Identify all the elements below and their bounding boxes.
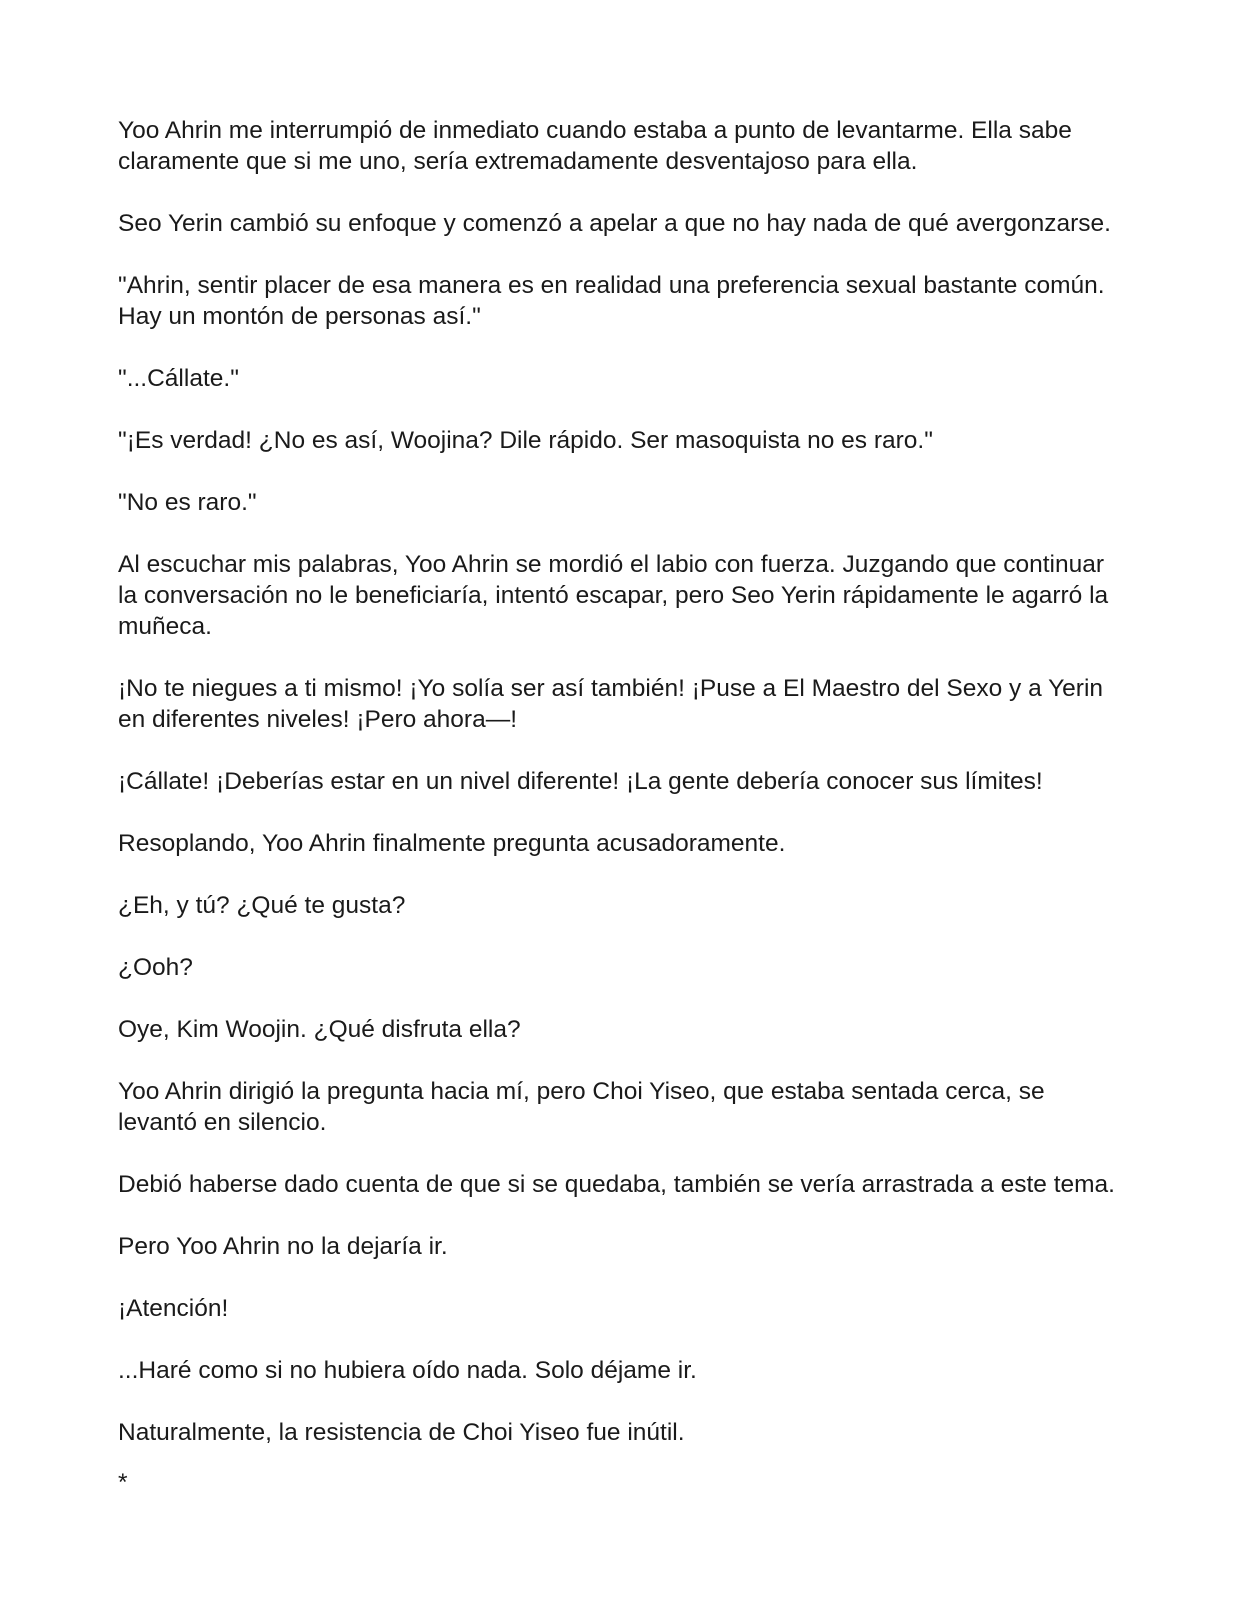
paragraph: Debió haberse dado cuenta de que si se quedaba, también se vería arrastrada a este tema. (118, 1171, 1115, 1198)
paragraph: ¿Ooh? (118, 954, 193, 981)
paragraph: Resoplando, Yoo Ahrin finalmente pregunta acusadoramente. (118, 830, 786, 857)
paragraph: "No es raro." (118, 489, 257, 516)
paragraph: Yoo Ahrin me interrumpió de inmediato cuando estaba a punto de levantarme. Ella sabe claramente que si me uno, sería extremadamente desventajoso para ella. (118, 117, 1072, 175)
paragraph: "¡Es verdad! ¿No es así, Woojina? Dile rápido. Ser masoquista no es raro." (118, 427, 933, 454)
paragraph: ¿Eh, y tú? ¿Qué te gusta? (118, 892, 406, 919)
paragraph: ...Haré como si no hubiera oído nada. Solo déjame ir. (118, 1357, 697, 1384)
paragraph: Yoo Ahrin dirigió la pregunta hacia mí, pero Choi Yiseo, que estaba sentada cerca, se levantó en silencio. (118, 1078, 1045, 1136)
document-body (118, 115, 1128, 1495)
paragraph: "Ahrin, sentir placer de esa manera es en realidad una preferencia sexual bastante común. Hay un montón de personas así." (118, 272, 1105, 330)
paragraph: Pero Yoo Ahrin no la dejaría ir. (118, 1233, 448, 1260)
section-separator: * (118, 1469, 128, 1496)
paragraph: ¡Atención! (118, 1295, 229, 1322)
paragraph: Al escuchar mis palabras, Yoo Ahrin se mordió el labio con fuerza. Juzgando que continuar la conversación no le beneficiaría, intentó escapar, pero Seo Yerin rápidamente le agarró la muñeca. (118, 551, 1109, 640)
paragraph: "...Cállate." (118, 365, 239, 392)
paragraph: Naturalmente, la resistencia de Choi Yiseo fue inútil. (118, 1419, 685, 1446)
paragraph: ¡Cállate! ¡Deberías estar en un nivel diferente! ¡La gente debería conocer sus límites! (118, 768, 1043, 795)
paragraph: ¡No te niegues a ti mismo! ¡Yo solía ser así también! ¡Puse a El Maestro del Sexo y a Yerin en diferentes niveles! ¡Pero ahora—! (118, 675, 1104, 733)
paragraph: Oye, Kim Woojin. ¿Qué disfruta ella? (118, 1016, 521, 1043)
paragraph: Seo Yerin cambió su enfoque y comenzó a apelar a que no hay nada de qué avergonzarse. (118, 210, 1111, 237)
